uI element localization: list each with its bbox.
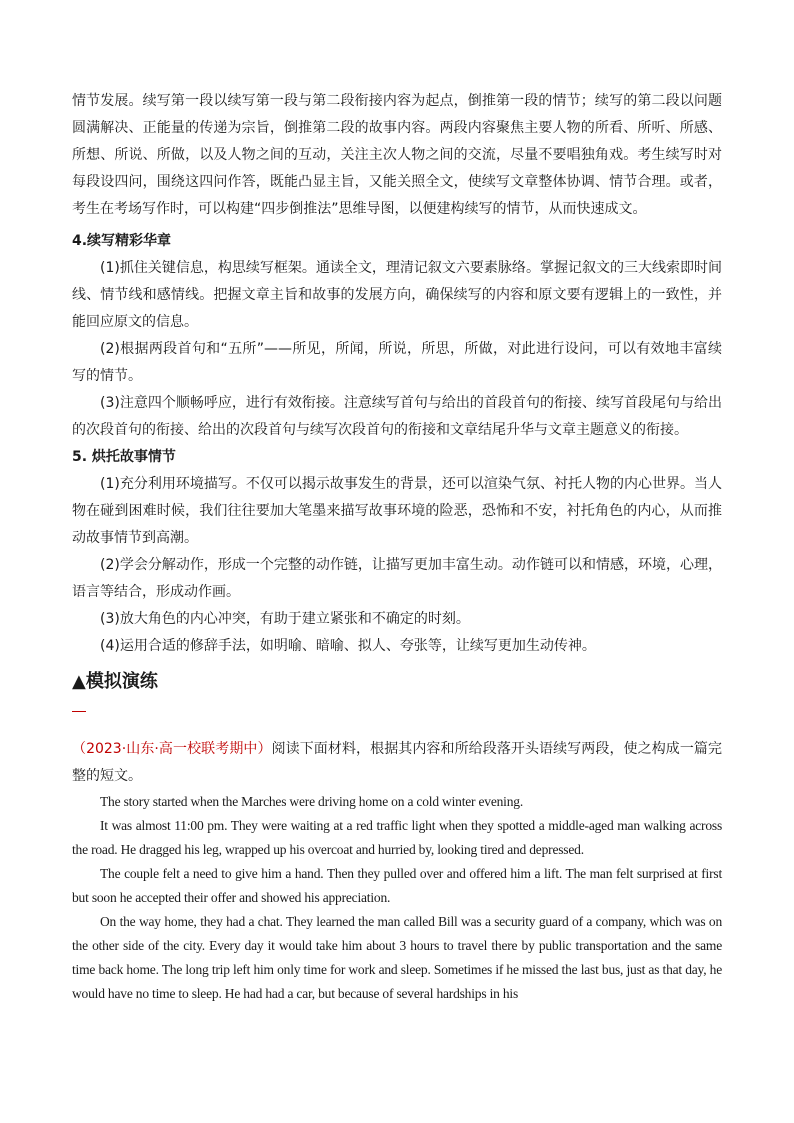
section-4-item-3: (3)注意四个顺畅呼应，进行有效衔接。注意续写首句与给出的首段首句的衔接、续写首段尾句与给出的次段首句的衔接、给出的次段首句与续写次段首句的衔接和文章结尾升华与文章主题意义的衔接。 xyxy=(72,395,722,438)
story-paragraph-2: It was almost 11:00 pm. They were waiting at a red traffic light when they spotted a middle-aged man walking across the road. He dragged his leg, wrapped up his overcoat and hurried by, looking tired and depressed. xyxy=(72,818,722,857)
section-5-item-4: (4)运用合适的修辞手法，如明喻、暗喻、拟人、夸张等，让续写更加生动传神。 xyxy=(100,638,596,654)
title-underline-dash xyxy=(72,711,86,712)
story-paragraph-4: On the way home, they had a chat. They learned the man called Bill was a security guard of a company, which was on the other side of the city. Every day it would take him about 3 hours to travel there by public transportation and the same time back home. The long trip left him only time for work and sleep. Sometimes if he missed the last bus, just as that day, he would have no time to sleep. He had had a car, but because of several hardships in his xyxy=(72,914,722,1001)
practice-instruction xyxy=(72,736,722,790)
section-5-item-3: (3)放大角色的内心冲突，有助于建立紧张和不确定的时刻。 xyxy=(100,611,470,627)
story-paragraph-1: The story started when the Marches were driving home on a cold winter evening. xyxy=(100,794,524,809)
intro-paragraph: 情节发展。续写第一段以续写第一段与第二段衔接内容为起点，倒推第一段的情节；续写的第二段以问题圆满解决、正能量的传递为宗旨，倒推第二段的故事内容。两段内容聚焦主要人物的所看、所听、所感、所想、所说、所做，以及人物之间的互动，关注主次人物之间的交流，尽量不要唱独角戏。考生续写时对每段设四问，围绕这四问作答，既能凸显主旨，又能关照全文，使续写文章整体协调、情节合理。或者，考生在考场写作时，可以构建“四步倒推法”思维导图，以便建构续写的情节，从而快速成文。 xyxy=(72,93,722,217)
section-5-item-1: (1)充分利用环境描写。不仅可以揭示故事发生的背景，还可以渲染气氛、衬托人物的内心世界。当人物在碰到困难时候，我们往往要加大笔墨来描写故事环境的险恶，恐怖和不安，衬托角色的内心，从而推动故事情节到高潮。 xyxy=(72,476,722,546)
section-5-heading: 5. 烘托故事情节 xyxy=(72,449,176,465)
practice-section-title: ▲模拟演练 xyxy=(72,671,158,692)
question-source: （2023·山东·高一校联考期中） xyxy=(72,741,272,757)
instruction-text: 阅读下面材料，根据其内容和所给段落开头语续写两段，使之构成一篇完整的短文。 xyxy=(72,741,723,784)
story-paragraph-3: The couple felt a need to give him a hand. Then they pulled over and offered him a lift. The man felt surprised at first but soon he accepted their offer and showed his appreciation. xyxy=(72,866,722,905)
section-4-item-2: (2)根据两段首句和“五所”——所见，所闻，所说，所思，所做，对此进行设问，可以有效地丰富续写的情节。 xyxy=(72,341,722,384)
section-4-heading: 4.续写精彩华章 xyxy=(72,233,172,249)
section-4-item-1: (1)抓住关键信息，构思续写框架。通读全文，理清记叙文六要素脉络。掌握记叙文的三大线索即时间线、情节线和感情线。把握文章主旨和故事的发展方向，确保续写的内容和原文要有逻辑上的一致性，并能回应原文的信息。 xyxy=(72,260,722,330)
section-5-item-2: (2)学会分解动作，形成一个完整的动作链，让描写更加丰富生动。动作链可以和情感，环境，心理，语言等结合，形成动作画。 xyxy=(72,557,722,600)
